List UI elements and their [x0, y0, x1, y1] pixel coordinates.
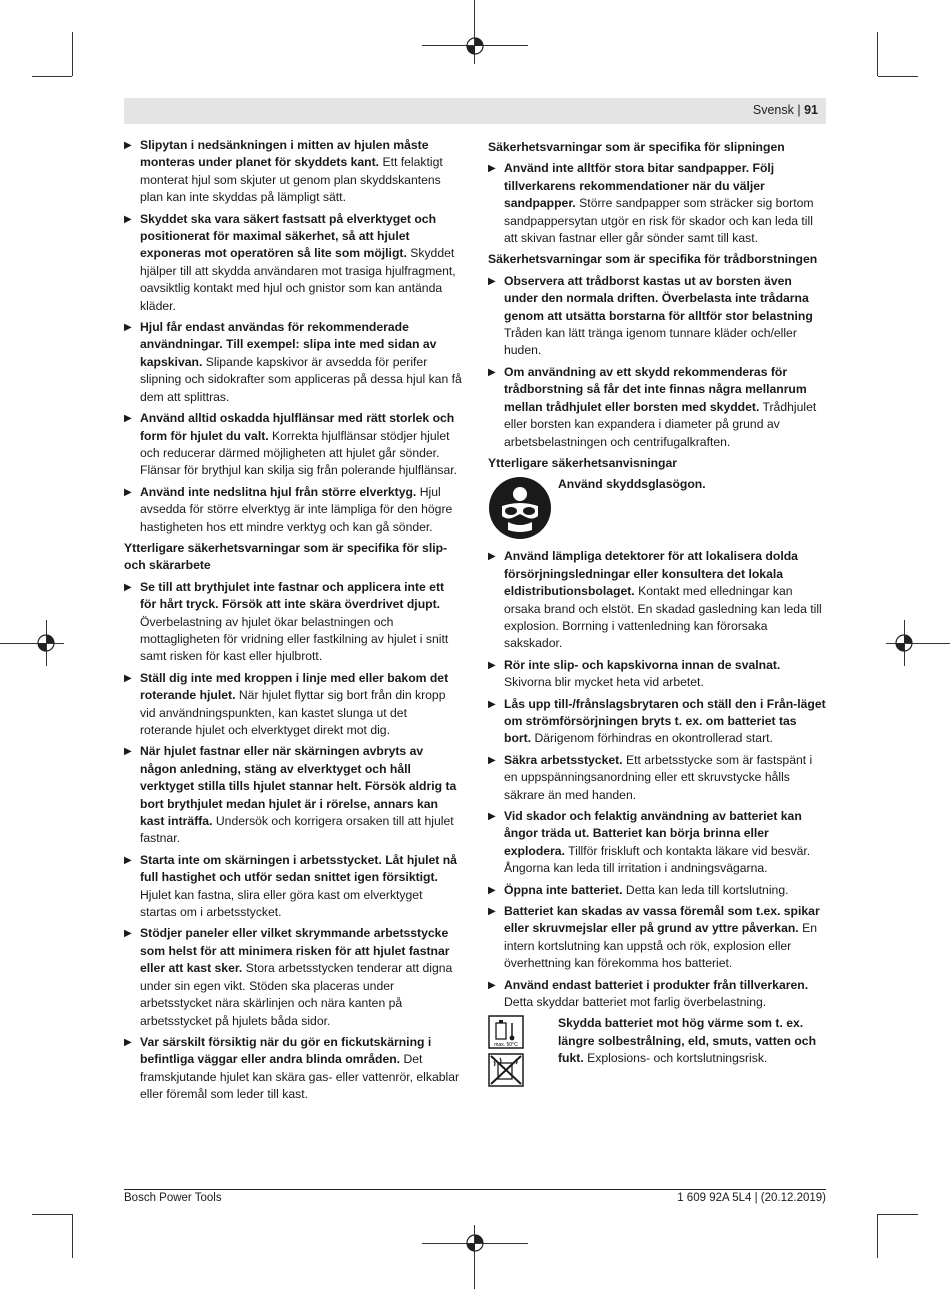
bullet-text: Det framskjutande hjulet kan skära gas- eller vattenrör, elkablar eller föremål som leder till kast.	[140, 1052, 460, 1102]
bullet-text: Stora arbetsstycken tenderar att digna under sin egen vikt. Stöden ska placeras under arbetsstycket nära skärlinjen och nära kanten på arbetsstycket på hjulets båda sidor.	[140, 961, 453, 1028]
footer-brand: Bosch Power Tools	[124, 1192, 222, 1204]
battery-text	[558, 1015, 826, 1067]
left-column	[124, 137, 462, 1108]
bullet-bold-text: Använd endast batteriet i produkter från tillverkaren.	[504, 977, 809, 992]
bullet-item	[488, 696, 826, 748]
crop-mark	[877, 1214, 878, 1258]
bullet-item	[124, 484, 462, 536]
bullet-text: Överbelastning av hjulet ökar belastningen och mottagligheten för vridning eller fastkilning av hjulet i snitt samt risken för kast eller hjulbrott.	[140, 614, 449, 664]
bullet-bold-text: Ställ dig inte med kroppen i linje med eller bakom det roterande hjulet.	[140, 670, 449, 703]
crop-mark	[878, 1214, 918, 1215]
bullet-arrow-icon: ▶	[488, 698, 496, 710]
bullet-bold-text: Säkra arbetsstycket.	[504, 752, 623, 767]
bullet-bold-text: Om användning av ett skydd rekommenderas för trådborstning så får det inte finnas några mellanrum mellan trådhjulet eller borsten med skyddet.	[504, 364, 807, 414]
bullet-bold-text: Hjul får endast användas för rekommenderade användningar. Till exempel: slipa inte med sidan av kapskivan.	[140, 320, 437, 369]
bullet-bold-text: Använd alltid oskadda hjulflänsar med rätt storlek och form för hjulet du valt.	[140, 411, 455, 443]
bullet-bold-text: Skyddet ska vara säkert fastsatt på elverktyget och positionerat för maximal säkerhet, så att hjulet exponeras mot operatören så lite som möjligt.	[140, 211, 437, 261]
bullet-text: Tillför friskluft och kontakta läkare vid besvär. Ångorna kan leda till irritation i andningsvägarna.	[504, 843, 811, 876]
registration-mark-icon	[893, 632, 915, 654]
battery-notice	[488, 1015, 826, 1091]
bullet-text: Detta kan leda till kortslutning.	[622, 882, 789, 897]
bullet-arrow-icon: ▶	[124, 581, 132, 593]
bullet-arrow-icon: ▶	[488, 884, 496, 896]
footer-rule	[124, 1189, 826, 1190]
crop-mark	[32, 1214, 72, 1215]
bullet-item	[488, 752, 826, 804]
left-list-a	[124, 137, 462, 536]
bullet-bold-text: Öppna inte batteriet.	[504, 882, 623, 897]
bullet-bold-text: Rör inte slip- och kapskivorna innan de svalnat.	[504, 657, 781, 672]
bullet-text: En intern kortslutning kan uppstå och rök, explosion eller överhettning kan förekomma hos batteriet.	[504, 921, 817, 971]
bullet-text: Skyddet hjälper till att skydda användaren mot trasiga hjulfragment, oavsiktlig kontakt med hjul och gnistor som kan antända kläder.	[140, 246, 456, 313]
bullet-bold-text: Lås upp till-/frånslagsbrytaren och ställ den i Från-läget om strömförsörjningen bryts t. ex. om batteriet tas bort.	[504, 696, 826, 746]
bullet-item	[488, 882, 826, 899]
footer-docnumber: 1 609 92A 5L4 | (20.12.2019)	[677, 1192, 826, 1204]
bullet-arrow-icon: ▶	[124, 928, 132, 940]
section-heading: Ytterligare säkerhetsanvisningar	[488, 455, 677, 470]
right-list-b	[488, 273, 826, 451]
registration-mark-icon	[35, 632, 57, 654]
bullet-text: Skivorna blir mycket heta vid arbetet.	[504, 675, 704, 690]
bullet-arrow-icon: ▶	[124, 213, 132, 225]
bullet-item	[488, 160, 826, 247]
bullet-text: Ett arbetsstycke som är fastspänt i en uppspänningsanordning eller ett skruvstycke hålls säkrare än med handen.	[504, 752, 813, 802]
bullet-arrow-icon: ▶	[124, 486, 132, 498]
bullet-arrow-icon: ▶	[488, 979, 496, 991]
battery-no-water-icon	[488, 1053, 524, 1087]
bullet-text: När hjulet flyttar sig bort från din kropp vid användningspunkten, kan kastet slunga ut det roterande hjulet och elverktyget direkt mot dig.	[140, 688, 446, 737]
crop-mark	[878, 76, 918, 77]
bullet-item	[488, 657, 826, 692]
bullet-text: Tråden kan lätt tränga igenom tunnare kläder och/eller huden.	[504, 326, 797, 358]
bullet-item	[124, 670, 462, 740]
registration-mark-icon	[464, 1232, 486, 1254]
battery-temp-label: max. 50°C	[494, 1042, 518, 1049]
bullet-text: Därigenom förhindras en okontrollerad start.	[531, 731, 773, 746]
crop-mark	[72, 32, 73, 76]
section-heading: Säkerhetsvarningar som är specifika för trådborstningen	[488, 252, 818, 267]
page-number: 91	[804, 103, 818, 117]
bullet-bold-text: Vid skador och felaktig användning av batteriet kan ångor träda ut. Batteriet kan börja brinna eller explodera.	[504, 809, 802, 858]
bullet-item	[488, 903, 826, 973]
crop-mark	[72, 1214, 73, 1258]
bullet-item	[124, 319, 462, 406]
bullet-item	[124, 743, 462, 847]
right-list-a	[488, 160, 826, 247]
right-list-c	[488, 548, 826, 1011]
page-header	[124, 98, 826, 124]
left-list-b	[124, 579, 462, 1104]
battery-bold: Skydda batteriet mot hög värme som t. ex. längre solbestrålning, eld, smuts, vatten och fukt.	[558, 1016, 817, 1066]
bullet-arrow-icon: ▶	[124, 322, 132, 334]
header-language: Svensk	[752, 103, 794, 117]
battery-heat-icon	[488, 1015, 524, 1049]
bullet-bold-text: Använd lämpliga detektorer för att lokalisera dolda försörjningsledningar eller konsultera det lokala eldistributionsbolaget.	[504, 549, 798, 599]
bullet-item	[488, 273, 826, 360]
section-heading: Säkerhetsvarningar som är specifika för slipningen	[488, 140, 785, 154]
bullet-text: Ett felaktigt monterat hjul som skjuter ut genom plan skyddskantens plan kan inte skyddas på lämpligt sätt.	[140, 155, 443, 205]
bullet-arrow-icon: ▶	[488, 163, 496, 175]
bullet-item	[488, 364, 826, 451]
bullet-arrow-icon: ▶	[488, 551, 496, 563]
header-text: Svensk | 91	[752, 103, 818, 117]
bullet-arrow-icon: ▶	[488, 906, 496, 918]
crop-mark	[877, 32, 878, 76]
bullet-bold-text: Använd inte alltför stora bitar sandpapper. Följ tillverkarens rekommendationer när du väljer sandpapper.	[504, 161, 775, 211]
bullet-text: Korrekta hjulflänsar stödjer hjulet och reducerar därmed möjligheten att hjulet går sönder. Flänsar för brythjul kan skilja sig från polerande hjulflänsar.	[140, 428, 458, 478]
bullet-arrow-icon: ▶	[488, 811, 496, 822]
bullet-item	[124, 137, 462, 207]
battery-icons	[488, 1015, 524, 1087]
bullet-arrow-icon: ▶	[124, 1036, 132, 1048]
bullet-arrow-icon: ▶	[124, 140, 132, 151]
bullet-text: Kontakt med elledningar kan orsaka brand och elstöt. En skadad gasledning kan leda till explosion. Borrning i vattenledning kan förorsaka sakskador.	[504, 584, 822, 651]
bullet-arrow-icon: ▶	[488, 659, 496, 671]
bullet-item	[488, 977, 826, 1012]
bullet-text: Större sandpapper som sträcker sig bortom sandpappersytan utgör en risk för skador och kan leda till att skivan fastnar eller går sönder samt till kast.	[504, 196, 814, 246]
goggles-notice	[488, 476, 826, 542]
bullet-item	[124, 852, 462, 922]
bullet-item	[488, 808, 826, 878]
bullet-item	[124, 925, 462, 1029]
bullet-bold-text: När hjulet fastnar eller när skärningen avbryts av någon anledning, stäng av elverktyget och håll verktyget stilla tills hjulet stannar helt. Försök aldrig ta bort brythjulet medan hjulet är i rörelse, annars kan kast inträffa.	[140, 744, 457, 829]
section-heading: Ytterligare säkerhetsvarningar som är specifika för slip- och skärarbete	[124, 540, 448, 573]
safety-goggles-icon	[488, 476, 552, 540]
bullet-item	[124, 211, 462, 315]
bullet-text: Slipande kapskivor är avsedda för perifer slipning och sidokrafter som appliceras på dessa hjul kan få dem att splittras.	[140, 354, 462, 404]
bullet-bold-text: Var särskilt försiktig när du gör en fickutskärning i befintliga väggar eller andra blinda områden.	[140, 1034, 432, 1067]
bullet-arrow-icon: ▶	[124, 854, 132, 866]
bullet-arrow-icon: ▶	[488, 754, 496, 766]
bullet-bold-text: Observera att trådborst kastas ut av borsten även under den normala driften. Överbelasta inte trådarna genom att utsätta borstarna för alltför stor belastning	[504, 273, 813, 323]
bullet-bold-text: Stödjer paneler eller vilket skrymmande arbetsstycke som helst för att minimera risken för att hjulet fastnar eller att kast sker.	[140, 926, 450, 976]
goggles-text: Använd skyddsglasögon.	[558, 477, 706, 492]
bullet-arrow-icon: ▶	[124, 746, 132, 758]
right-column	[488, 137, 826, 1097]
bullet-text: Detta skyddar batteriet mot farlig överbelastning.	[504, 995, 767, 1010]
bullet-text: Undersök och korrigera orsaken till att hjulet fastnar.	[140, 814, 454, 846]
bullet-item	[124, 579, 462, 666]
bullet-bold-text: Batteriet kan skadas av vassa föremål som t.ex. spikar eller skruvmejslar eller på grund av yttre påverkan.	[504, 904, 820, 936]
bullet-arrow-icon: ▶	[488, 366, 496, 378]
bullet-text: Trådhjulet eller borsten kan expandera i diameter på grund av arbetsbelastningen och centrifugalkraften.	[504, 399, 817, 449]
crop-mark	[32, 76, 72, 77]
bullet-item	[124, 1034, 462, 1104]
bullet-arrow-icon: ▶	[488, 275, 496, 287]
battery-plain: Explosions- och kortslutningsrisk.	[583, 1051, 768, 1066]
bullet-arrow-icon: ▶	[124, 413, 132, 425]
bullet-item	[124, 410, 462, 480]
bullet-text: Hjulet kan fastna, slira eller göra kast om elverktyget startas om i arbetsstycket.	[140, 887, 423, 920]
registration-mark-icon	[464, 35, 486, 57]
bullet-text: Hjul avsedda för större elverktyg är inte lämpliga för den högre hastigheten hos ett mindre verktyg och kan gå sönder.	[140, 484, 453, 534]
bullet-bold-text: Se till att brythjulet inte fastnar och applicera inte ett för hårt tryck. Försök att inte skära överdrivet djupt.	[140, 579, 445, 612]
bullet-bold-text: Använd inte nedslitna hjul från större elverktyg.	[140, 484, 417, 499]
bullet-item	[488, 548, 826, 652]
bullet-bold-text: Slipytan i nedsänkningen i mitten av hjulen måste monteras under planet för skyddets kant.	[140, 138, 429, 170]
bullet-bold-text: Starta inte om skärningen i arbetsstycket. Låt hjulet nå full hastighet och utför sedan snittet igen försiktigt.	[140, 852, 457, 885]
bullet-arrow-icon: ▶	[124, 672, 132, 684]
